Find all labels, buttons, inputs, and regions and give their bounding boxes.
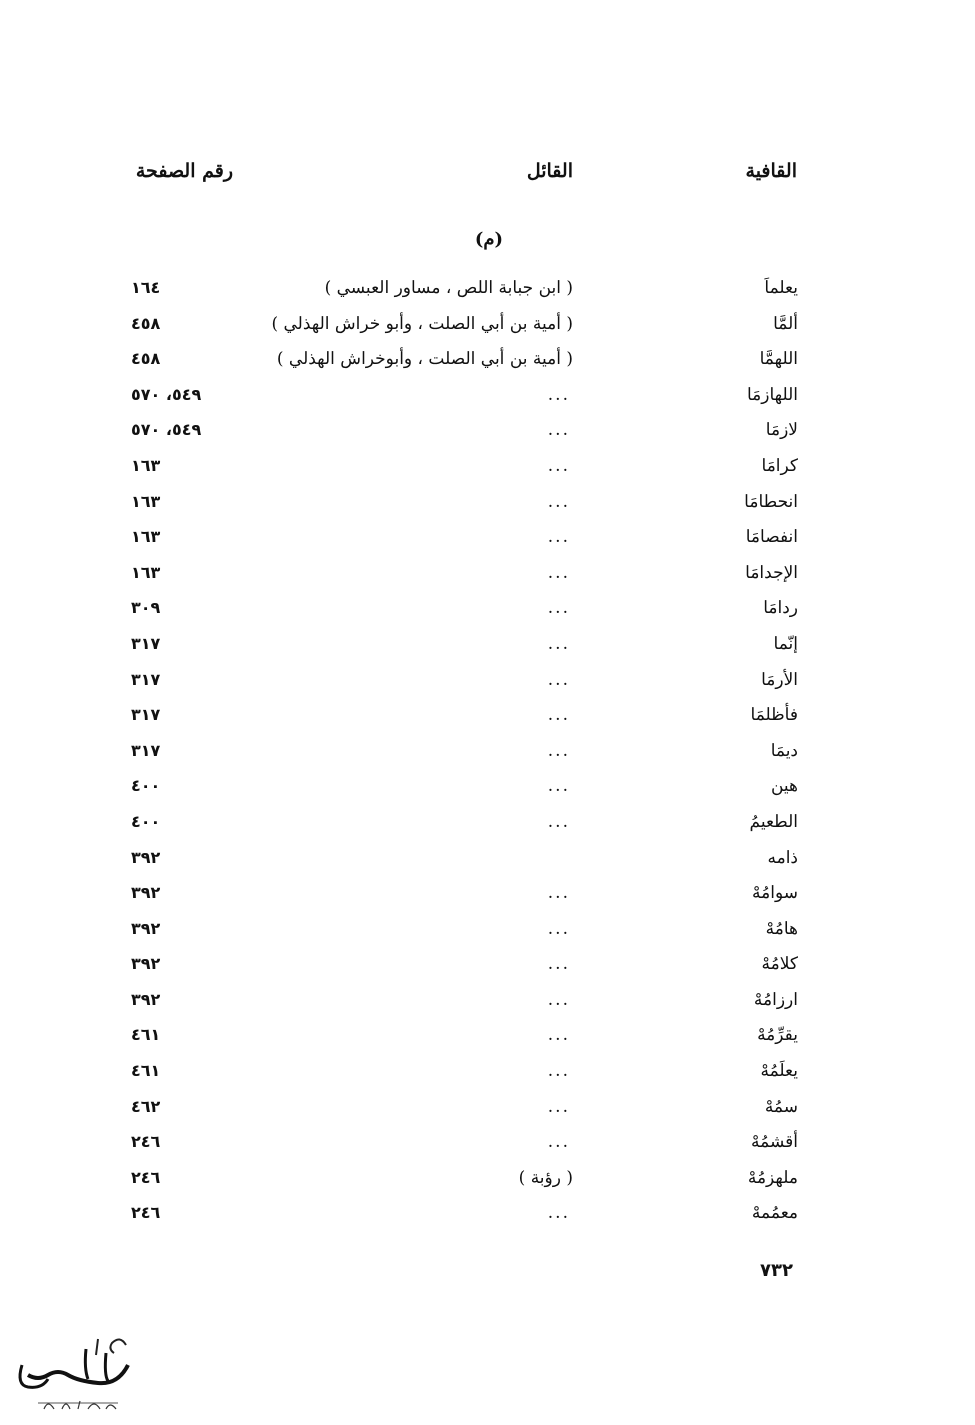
row-page: ٣٩٢ [131,989,161,1009]
page-number: ٧٣٢ [760,1260,793,1281]
index-row [0,308,975,344]
row-qafiya: هين [770,776,798,797]
row-qafiya: سوامُهْ [752,883,798,904]
index-row [0,770,975,806]
row-qafiya: اللهمَّا [759,349,798,370]
row-qafiya: ارزامُهْ [753,989,798,1010]
row-qail: ... [547,527,570,548]
row-qail: ... [547,954,570,975]
row-qail: ... [547,776,570,797]
index-row [0,592,975,628]
row-qafiya: معمُمهْ [751,1203,798,1224]
stamp-calligraphy-icon [8,1325,138,1415]
row-qail: ( أمية بن أبي الصلت ، وأبوخراش الهذلي ) [276,349,573,370]
row-page: ٤٦١ [131,1025,161,1045]
row-page: ٤٠٠ [131,776,161,796]
row-page: ٣١٧ [131,633,161,653]
row-page: ٤٥٨ [131,349,161,369]
row-qafiya: هامُهْ [765,918,798,939]
row-qafiya: انفصامَا [745,527,798,548]
index-row [0,948,975,984]
row-page: ٤٦٢ [131,1096,161,1116]
row-qail: ... [547,1025,570,1046]
row-page: ٥٤٩، ٥٧٠ [131,420,202,440]
row-page: ٢٤٦ [131,1167,161,1187]
index-row [0,1055,975,1091]
row-qail: ... [547,598,570,619]
row-page: ٤٦١ [131,1061,161,1081]
row-qail: ... [547,989,570,1010]
row-page: ٢٤٦ [131,1203,161,1223]
row-qafiya: فأظلمَا [750,705,798,726]
index-row [0,806,975,842]
row-qail: ... [547,918,570,939]
row-page: ٣٩٢ [131,883,161,903]
row-page: ٣١٧ [131,705,161,725]
row-page: ١٦٣ [131,455,161,475]
index-row [0,1126,975,1162]
index-row [0,343,975,379]
row-page: ٢٤٦ [131,1132,161,1152]
row-qail: ... [547,1061,570,1082]
index-row [0,984,975,1020]
row-qail: ... [547,633,570,654]
row-qail: ( ابن جبابة اللص ، مساور العبسي ) [324,278,573,298]
row-qafiya: يقرِّمُهْ [757,1025,798,1046]
row-page: ٤٥٨ [131,313,161,333]
row-page: ٣٩٢ [131,954,161,974]
row-qafiya: الإجدامَا [745,562,798,583]
index-row [0,877,975,913]
row-qafiya: كرامَا [761,455,798,476]
index-row [0,735,975,771]
index-row [0,272,975,308]
row-qail: ... [547,1096,570,1117]
header-qafiya: القافية [745,160,797,182]
header-page-number: رقم الصفحة [135,160,233,182]
row-page: ٤٠٠ [131,811,161,831]
row-page: ٣١٧ [131,669,161,689]
row-qail: ( رؤبة ) [518,1167,573,1188]
index-row [0,628,975,664]
index-row [0,1019,975,1055]
row-qafiya: انحطامَا [744,491,798,512]
row-page: ١٦٣ [131,562,161,582]
index-row [0,379,975,415]
row-qail: ... [547,811,570,832]
row-qail: ... [547,1132,570,1153]
row-page: ٣٩٢ [131,847,161,867]
index-row [0,699,975,735]
row-qail: ... [547,740,570,761]
row-page: ٣٩٢ [131,918,161,938]
index-row [0,557,975,593]
row-page: ٣١٧ [131,740,161,760]
row-qafiya: اللهازمَا [746,384,798,405]
row-qafiya: يعلماَ [764,278,798,298]
row-qafiya: إنّما [773,633,798,654]
index-row [0,450,975,486]
stamp-logo [8,1325,138,1415]
row-qafiya: يعلَمُهْ [760,1061,798,1082]
row-qafiya: لازمَا [765,420,798,441]
row-page: ١٦٤ [131,278,161,297]
index-row [0,486,975,522]
section-letter: (م) [474,229,503,250]
row-qail: ( أمية بن أبي الصلت ، وأبو خراش الهذلي ) [271,313,573,334]
row-page: ١٦٣ [131,527,161,547]
row-qail: ... [547,384,570,405]
index-row [0,664,975,700]
row-qafiya: ملهزمُهْ [747,1167,798,1188]
row-page: ١٦٣ [131,491,161,511]
row-qail: ... [547,705,570,726]
row-qail: ... [547,669,570,690]
row-qail: ... [547,455,570,476]
index-row [0,521,975,557]
index-row [0,1091,975,1127]
index-table [0,272,975,1233]
row-qail: ... [547,562,570,583]
index-row [0,1162,975,1198]
index-row [0,842,975,878]
index-row [0,1197,975,1233]
row-qafiya: الطعيمُ [749,811,798,832]
row-qafiya: أقشمُهْ [751,1132,798,1153]
row-qafiya: الأرمَا [761,669,798,690]
row-qail: ... [547,883,570,904]
row-qail: ... [547,420,570,441]
row-qafiya: كلامُهْ [761,954,798,975]
row-qail: ... [547,491,570,512]
row-qail: ... [547,1203,570,1224]
header-qail: القائل [526,160,573,182]
row-qafiya: ديمَا [770,740,798,761]
row-qafiya: ذامه [767,847,798,868]
index-row [0,913,975,949]
index-row [0,414,975,450]
row-qafiya: ألمَّا [773,313,798,334]
row-qafiya: سمُهْ [764,1096,798,1117]
row-page: ٣٠٩ [131,598,161,618]
row-qafiya: ردامَا [763,598,798,619]
row-page: ٥٤٩، ٥٧٠ [131,384,202,404]
